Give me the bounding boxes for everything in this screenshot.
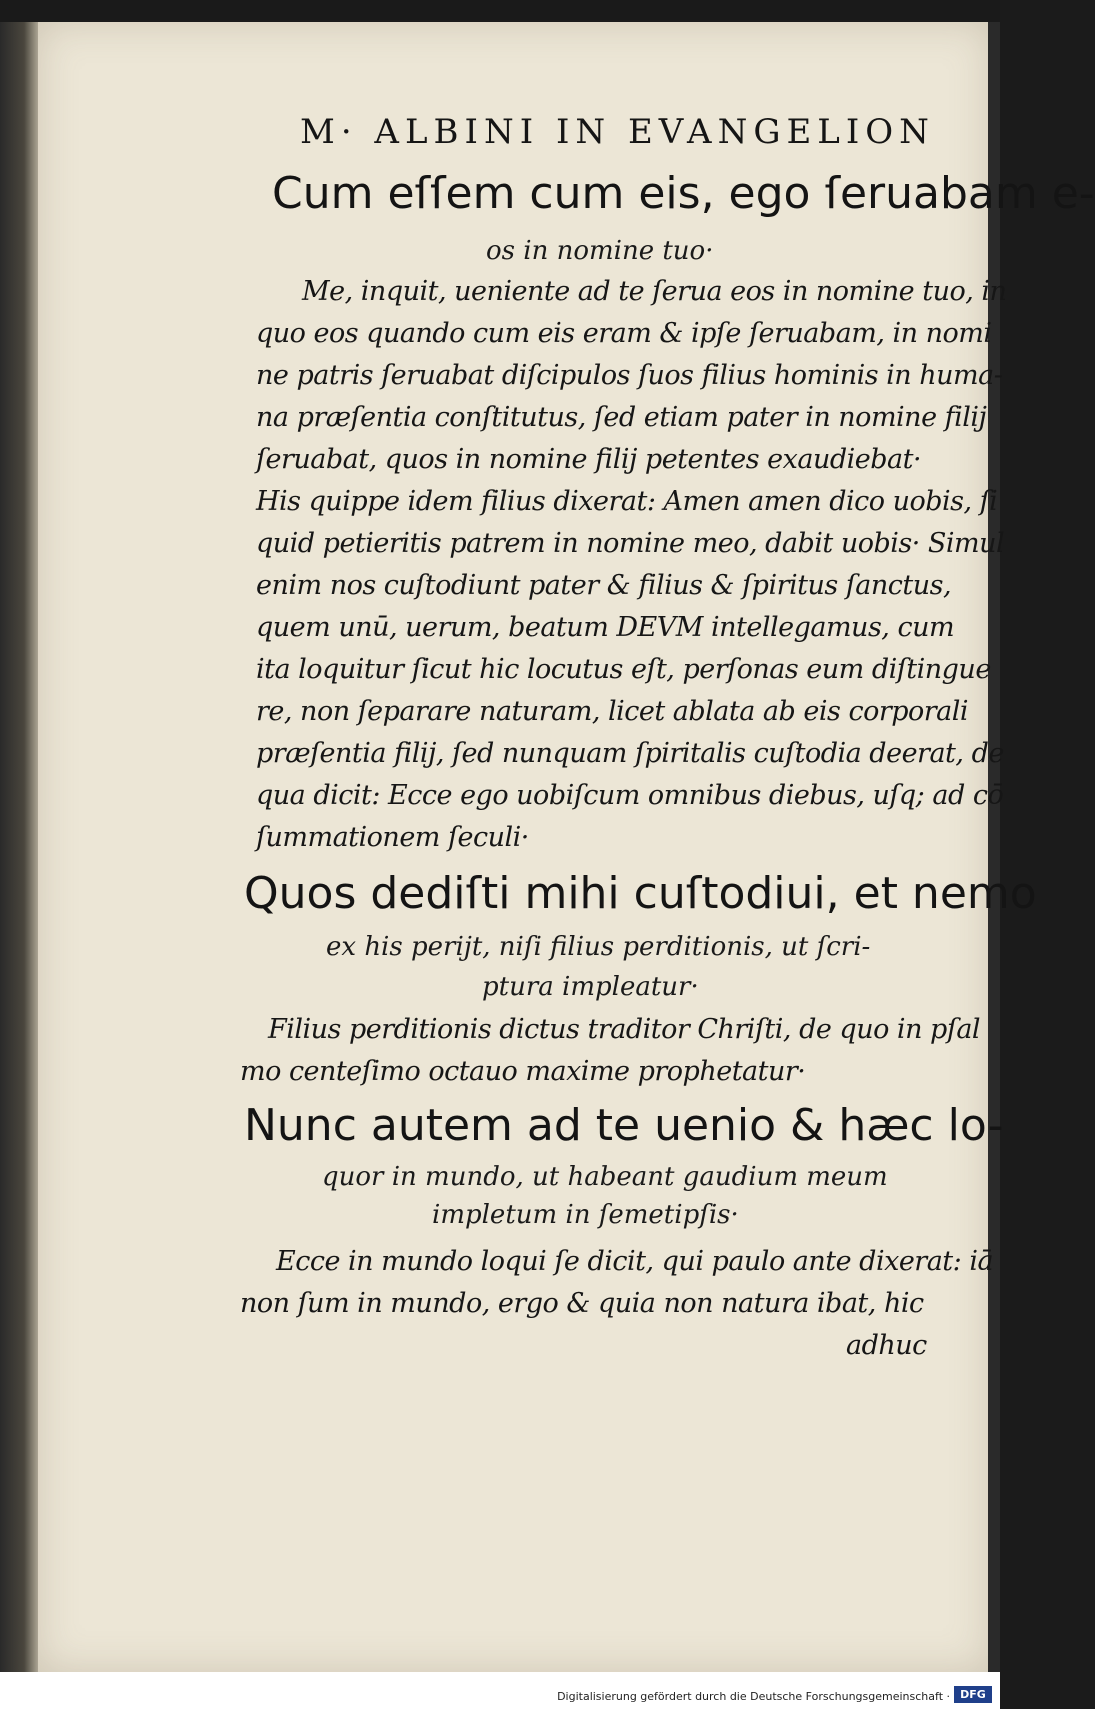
scan-border-right [988,22,1000,1672]
text-line: enim nos cuſtodiunt pater & filius & ſpiritus ſanctus, [256,570,952,601]
scan-border-top [0,0,1000,22]
lemma-heading: Quos dediſti mihi cuſtodiui, et nemo [244,868,1037,919]
text-line: mo centeſimo octauo maxime prophetatur· [240,1056,806,1087]
text-line: ne patris ſeruabat diſcipulos ſuos filius hominis in huma- [256,360,1003,391]
dfg-logo: DFG [954,1686,992,1703]
lemma-continuation: ex his perijt, niſi filius perditionis, ut ſcri- [326,932,871,962]
lemma-heading: Nunc autem ad te uenio & hæc lo- [244,1100,1004,1151]
text-line: na præſentia conſtitutus, ſed etiam pater in nomine filij [256,402,987,433]
text-line: Ecce in mundo loqui ſe dicit, qui paulo ante dixerat: iā [276,1246,994,1277]
text-line: Filius perditionis dictus traditor Chriſti, de quo in pſal [268,1014,981,1045]
text-line: re, non ſeparare naturam, licet ablata ab eis corporali [256,696,969,727]
running-header: M· ALBINI IN EVANGELION [300,112,935,152]
lemma-continuation: quor in mundo, ut habeant gaudium meum [322,1162,888,1192]
lemma-continuation: os in nomine tuo· [486,236,714,266]
page-gutter [0,22,40,1672]
text-line: quid petieritis patrem in nomine meo, dabit uobis· Simul [256,528,1005,559]
funding-notice: Digitalisierung gefördert durch die Deutsche Forschungsgemeinschaft · [557,1690,950,1703]
text-line: præſentia filij, ſed nunquam ſpiritalis cuſtodia deerat, de [256,738,1004,769]
text-line: quo eos quando cum eis eram & ipſe ſeruabam, in nomi [256,318,992,349]
lemma-heading: Cum eſſem cum eis, ego ſeruabam e- [272,168,1095,219]
text-line: ſummationem ſeculi· [256,822,529,853]
text-line: ita loquitur ſicut hic locutus eſt, perſonas eum diſtingue [256,654,991,685]
text-line: qua dicit: Ecce ego uobiſcum omnibus diebus, uſq; ad cō [256,780,1004,811]
text-line: quem unū, uerum, beatum DEVM intellegamus, cum [256,612,955,643]
text-line: His quippe idem filius dixerat: Amen amen dico uobis, ſi [256,486,998,517]
catchword: adhuc [846,1330,927,1361]
lemma-continuation: ptura impleatur· [482,972,699,1002]
text-line: Me, inquit, ueniente ad te ſerua eos in nomine tuo, in [302,276,1007,307]
lemma-continuation: impletum in ſemetipſis· [432,1200,739,1230]
text-line: ſeruabat, quos in nomine filij petentes exaudiebat· [256,444,922,475]
text-line: non ſum in mundo, ergo & quia non natura ibat, hic [240,1288,924,1319]
